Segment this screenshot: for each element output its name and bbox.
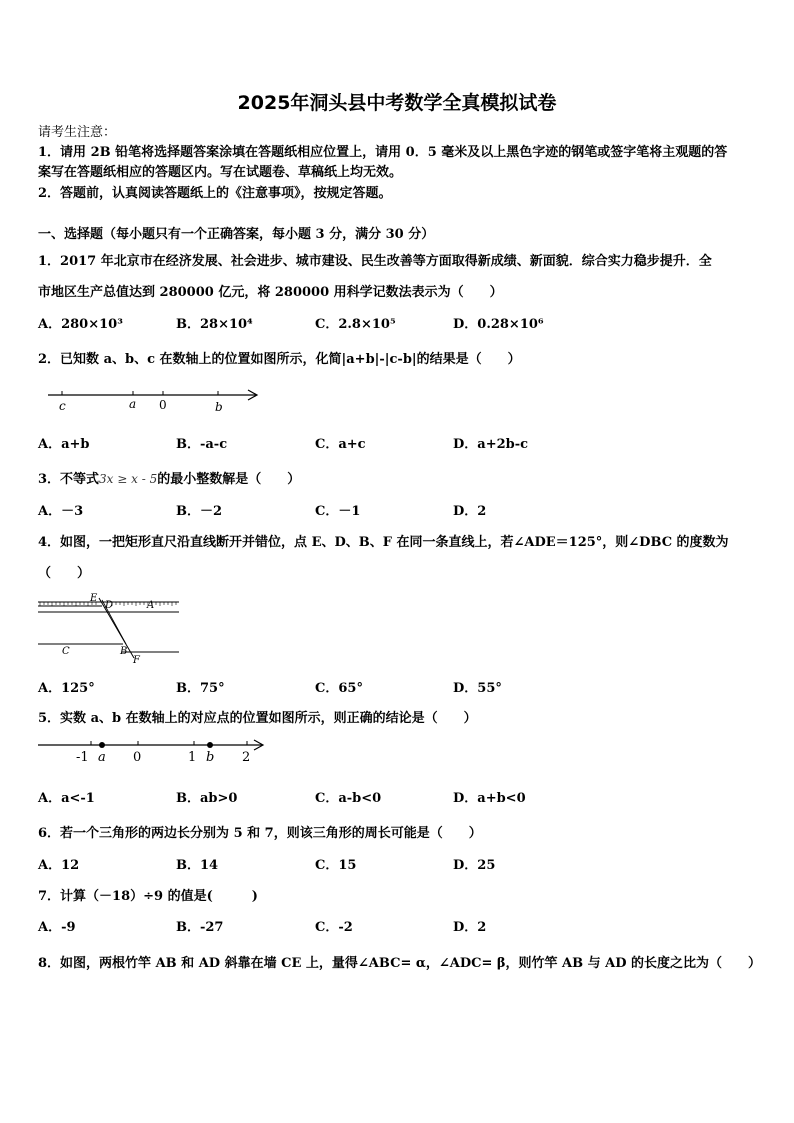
q5-label-0: 0 xyxy=(133,750,142,765)
q3-option-d[interactable]: D．2 xyxy=(453,504,487,519)
q7-option-a[interactable]: A．-9 xyxy=(38,920,76,935)
question-5-text: 5．实数 a、b 在数轴上的对应点的位置如图所示，则正确的结论是（ ） xyxy=(38,711,477,726)
q3-option-a[interactable]: A．－3 xyxy=(38,504,84,519)
q5-option-b[interactable]: B．ab>0 xyxy=(176,791,238,806)
q4-label-c: C xyxy=(62,646,70,657)
q4-label-f: F xyxy=(133,655,140,666)
question-1-line-1: 1．2017 年北京市在经济发展、社会进步、城市建设、民生改善等方面取得新成绩、新面貌．综合实力稳步提升．全 xyxy=(38,254,712,269)
q2-option-a[interactable]: A．a+b xyxy=(38,437,90,452)
section-heading: 一、选择题（每小题只有一个正确答案，每小题 3 分，满分 30 分） xyxy=(38,227,435,242)
q5-number-line xyxy=(36,736,268,766)
q4-option-b[interactable]: B．75° xyxy=(176,681,225,696)
q6-option-d[interactable]: D．25 xyxy=(453,858,496,873)
notice-item-2: 2．答题前，认真阅读答题纸上的《注意事项》，按规定答题。 xyxy=(38,186,392,201)
notice-item-1-line-1: 1．请用 2B 铅笔将选择题答案涂填在答题纸相应位置上，请用 0．5 毫米及以上黑色字迹的钢笔或签字笔将主观题的答 xyxy=(38,145,728,160)
q7-option-b[interactable]: B．-27 xyxy=(176,920,224,935)
q4-option-d[interactable]: D．55° xyxy=(453,681,502,696)
q4-label-b: B xyxy=(120,646,128,657)
q5-label-a: a xyxy=(98,750,106,765)
q4-label-a: A xyxy=(147,600,155,611)
q5-label-1: 1 xyxy=(188,750,197,765)
q6-option-c[interactable]: C．15 xyxy=(315,858,357,873)
page-title: 2025年洞头县中考数学全真模拟试卷 xyxy=(237,92,557,114)
question-2-text: 2．已知数 a、b、c 在数轴上的位置如图所示，化简|a+b|-|c-b|的结果是（ ） xyxy=(38,352,521,367)
question-8-text: 8．如图，两根竹竿 AB 和 AD 斜靠在墙 CE 上，量得∠ABC= α，∠ADC= β，则竹竿 AB 与 AD 的长度之比为（ ） xyxy=(38,956,762,971)
q4-label-d: D xyxy=(105,600,114,611)
question-4-line-1: 4．如图，一把矩形直尺沿直线断开并错位，点 E、D、B、F 在同一条直线上，若∠ADE＝125°，则∠DBC 的度数为 xyxy=(38,535,729,550)
question-6-text: 6．若一个三角形的两边长分别为 5 和 7，则该三角形的周长可能是（ ） xyxy=(38,826,482,841)
q3-text-post: 的最小整数解是（ ） xyxy=(157,472,301,487)
q2-option-c[interactable]: C．a+c xyxy=(315,437,366,452)
q2-option-d[interactable]: D．a+2b-c xyxy=(453,437,529,452)
q2-label-a: a xyxy=(129,397,137,411)
question-1-line-2: 市地区生产总值达到 280000 亿元，将 280000 用科学记数法表示为（ ） xyxy=(38,285,503,300)
question-7-text: 7．计算（－18）÷9 的值是( ) xyxy=(38,889,258,904)
q1-option-a[interactable]: A．280×10³ xyxy=(38,317,123,332)
q2-label-b: b xyxy=(215,400,223,414)
q5-option-c[interactable]: C．a-b<0 xyxy=(315,791,382,806)
q2-number-line xyxy=(44,384,264,416)
q3-formula: 3x ≥ x - 5 xyxy=(99,472,158,486)
q2-option-b[interactable]: B．-a-c xyxy=(176,437,228,452)
q5-label-neg1: -1 xyxy=(76,750,89,765)
notice-item-1-line-2: 案写在答题纸相应的答题区内。写在试题卷、草稿纸上均无效。 xyxy=(38,165,403,180)
q2-label-0: 0 xyxy=(159,398,167,412)
q3-option-b[interactable]: B．－2 xyxy=(176,504,223,519)
q1-option-d[interactable]: D．0.28×10⁶ xyxy=(453,317,544,332)
question-3-text xyxy=(38,468,300,487)
q5-label-2: 2 xyxy=(242,750,251,765)
q4-option-a[interactable]: A．125° xyxy=(38,681,95,696)
q6-option-a[interactable]: A．12 xyxy=(38,858,80,873)
question-4-line-2: （ ） xyxy=(38,566,91,581)
q2-label-c: c xyxy=(59,399,66,413)
notice-heading: 请考生注意： xyxy=(38,125,117,140)
q1-option-b[interactable]: B．28×10⁴ xyxy=(176,317,253,332)
q5-label-b: b xyxy=(206,750,215,765)
q3-text-pre: 3．不等式 xyxy=(38,472,100,487)
q5-option-a[interactable]: A．a<-1 xyxy=(38,791,95,806)
q4-option-c[interactable]: C．65° xyxy=(315,681,363,696)
q7-option-c[interactable]: C．-2 xyxy=(315,920,353,935)
q7-option-d[interactable]: D．2 xyxy=(453,920,487,935)
q1-option-c[interactable]: C．2.8×10⁵ xyxy=(315,317,396,332)
q4-ruler-figure xyxy=(36,592,186,666)
q4-label-e: E xyxy=(90,593,98,604)
q5-option-d[interactable]: D．a+b<0 xyxy=(453,791,526,806)
q6-option-b[interactable]: B．14 xyxy=(176,858,219,873)
q3-option-c[interactable]: C．－1 xyxy=(315,504,361,519)
